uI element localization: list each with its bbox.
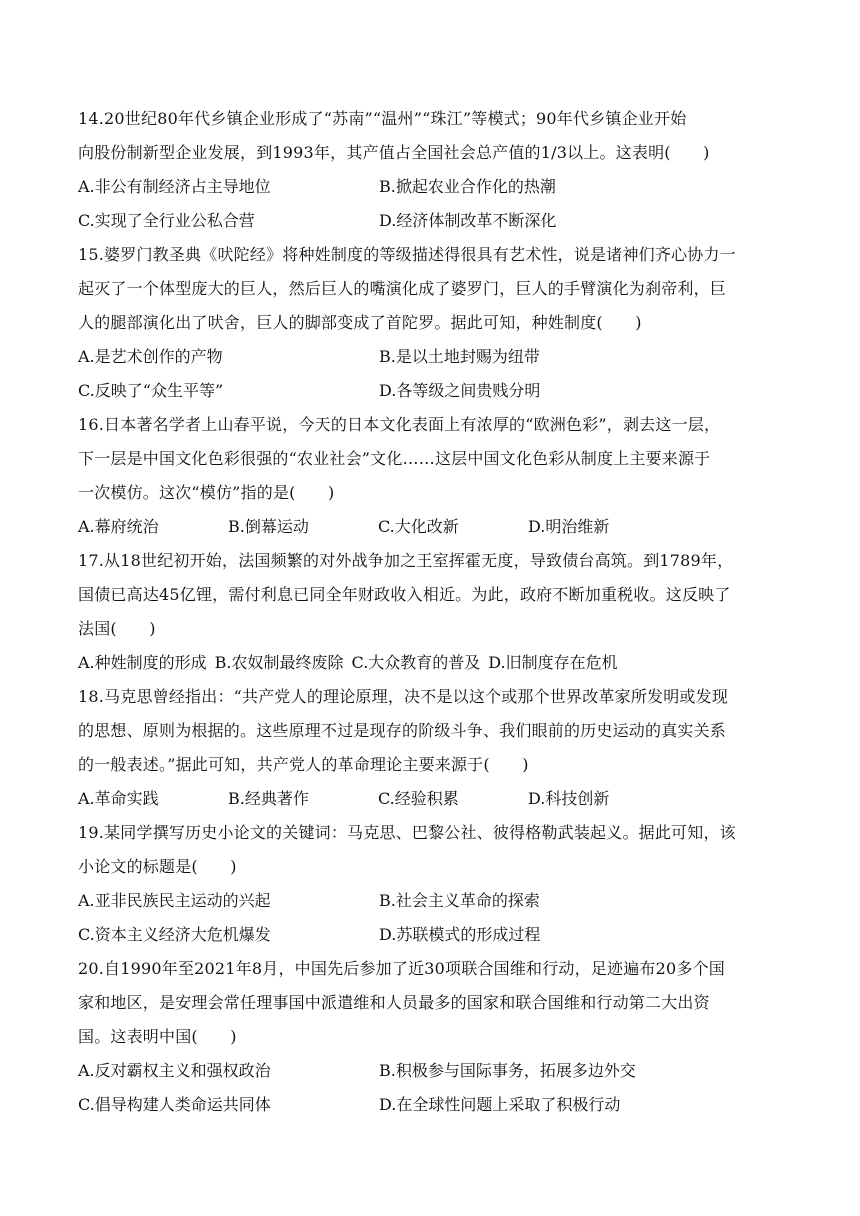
option-b: B.倒幕运动	[228, 517, 309, 536]
option-d: D.各等级之间贵贱分明	[379, 381, 541, 400]
option-d: D.经济体制改革不断深化	[379, 211, 557, 230]
question-text-line: 下一层是中国文化色彩很强的“农业社会”文化……这层中国文化色彩从制度上主要来源于	[78, 449, 711, 468]
option-d: D.科技创新	[528, 789, 610, 808]
option-c: C.倡导构建人类命运共同体	[78, 1095, 271, 1114]
option-b: B.经典著作	[228, 789, 309, 808]
options-row	[78, 884, 788, 918]
option-c: C.大众教育的普及	[351, 653, 481, 672]
option-c: C.经验积累	[378, 789, 459, 808]
option-c: C.实现了全行业公私合营	[78, 211, 255, 230]
option-b: B.掀起农业合作化的热潮	[379, 177, 556, 196]
option-b: B.农奴制最终废除	[214, 653, 344, 672]
question-17	[78, 544, 788, 680]
question-text-line: 家和地区，是安理会常任理事国中派遣维和人员最多的国家和联合国维和行动第二大出资	[78, 993, 710, 1012]
question-text-line: 法国( )	[78, 619, 156, 638]
question-15	[78, 238, 788, 408]
option-d: D.旧制度存在危机	[488, 653, 618, 672]
options-row	[78, 510, 788, 544]
question-text-line: 19.某同学撰写历史小论文的关键词：马克思、巴黎公社、彼得格勒武装起义。据此可知，该	[78, 823, 736, 842]
question-text-line: 小论文的标题是( )	[78, 857, 237, 876]
options-row	[78, 1054, 788, 1088]
question-text-line: 17.从18世纪初开始，法国频繁的对外战争加之王室挥霍无度，导致债台高筑。到1789年，	[78, 551, 734, 570]
question-text-line: 16.日本著名学者上山春平说，今天的日本文化表面上有浓厚的“欧洲色彩”，剥去这一层，	[78, 415, 721, 434]
options-row	[78, 340, 788, 374]
options-row	[78, 782, 788, 816]
option-c: C.资本主义经济大危机爆发	[78, 925, 271, 944]
question-text-line: 18.马克思曾经指出：“共产党人的理论原理，决不是以这个或那个世界改革家所发明或发现	[78, 687, 729, 706]
question-18	[78, 680, 788, 816]
option-a: A.革命实践	[78, 789, 159, 808]
option-c: C.反映了“众生平等”	[78, 381, 224, 400]
options-row	[78, 1088, 788, 1122]
question-text-line: 的一般表述。”据此可知，共产党人的革命理论主要来源于( )	[78, 755, 529, 774]
question-text-line: 20.自1990年至2021年8月，中国先后参加了近30项联合国维和行动，足迹遍布20多个国	[78, 959, 725, 978]
option-c: C.大化改新	[378, 517, 459, 536]
option-a: A.亚非民族民主运动的兴起	[78, 891, 271, 910]
options-row	[78, 374, 788, 408]
option-a: A.幕府统治	[78, 517, 159, 536]
question-14	[78, 102, 788, 238]
question-text-line: 国。这表明中国( )	[78, 1027, 237, 1046]
question-20	[78, 952, 788, 1122]
option-b: B.是以土地封赐为纽带	[379, 347, 540, 366]
question-text-line: 人的腿部演化出了吠舍，巨人的脚部变成了首陀罗。据此可知，种姓制度( )	[78, 313, 642, 332]
options-row	[78, 170, 788, 204]
option-a: A.种姓制度的形成	[78, 653, 207, 672]
question-19	[78, 816, 788, 952]
question-text-line: 一次模仿。这次“模仿”指的是( )	[78, 483, 335, 502]
options-row	[78, 204, 788, 238]
question-text-line: 国债已高达45亿锂，需付利息已同全年财政收入相近。为此，政府不断加重税收。这反映了	[78, 585, 731, 604]
question-text-line: 15.婆罗门教圣典《吠陀经》将种姓制度的等级描述得很具有艺术性，说是诸神们齐心协力一	[78, 245, 736, 264]
option-b: B.社会主义革命的探索	[379, 891, 540, 910]
question-text-line: 14.20世纪80年代乡镇企业形成了“苏南”“温州”“珠江”等模式；90年代乡镇企业开始	[78, 109, 687, 128]
option-d: D.苏联模式的形成过程	[379, 925, 541, 944]
option-d: D.在全球性问题上采取了积极行动	[379, 1095, 621, 1114]
option-a: A.非公有制经济占主导地位	[78, 177, 271, 196]
option-a: A.反对霸权主义和强权政治	[78, 1061, 271, 1080]
option-d: D.明治维新	[528, 517, 610, 536]
question-text-line: 起灭了一个体型庞大的巨人，然后巨人的嘴演化成了婆罗门，巨人的手臂演化为刹帝利，巨	[78, 279, 727, 298]
question-text-line: 向股份制新型企业发展，到1993年，其产值占全国社会总产值的1/3以上。这表明( )	[78, 143, 710, 162]
question-text-line: 的思想、原则为根据的。这些原理不过是现存的阶级斗争、我们眼前的历史运动的真实关系	[78, 721, 727, 740]
question-16	[78, 408, 788, 544]
options-row	[78, 918, 788, 952]
options-row	[78, 646, 788, 680]
option-a: A.是艺术创作的产物	[78, 347, 223, 366]
option-b: B.积极参与国际事务，拓展多边外交	[379, 1061, 636, 1080]
